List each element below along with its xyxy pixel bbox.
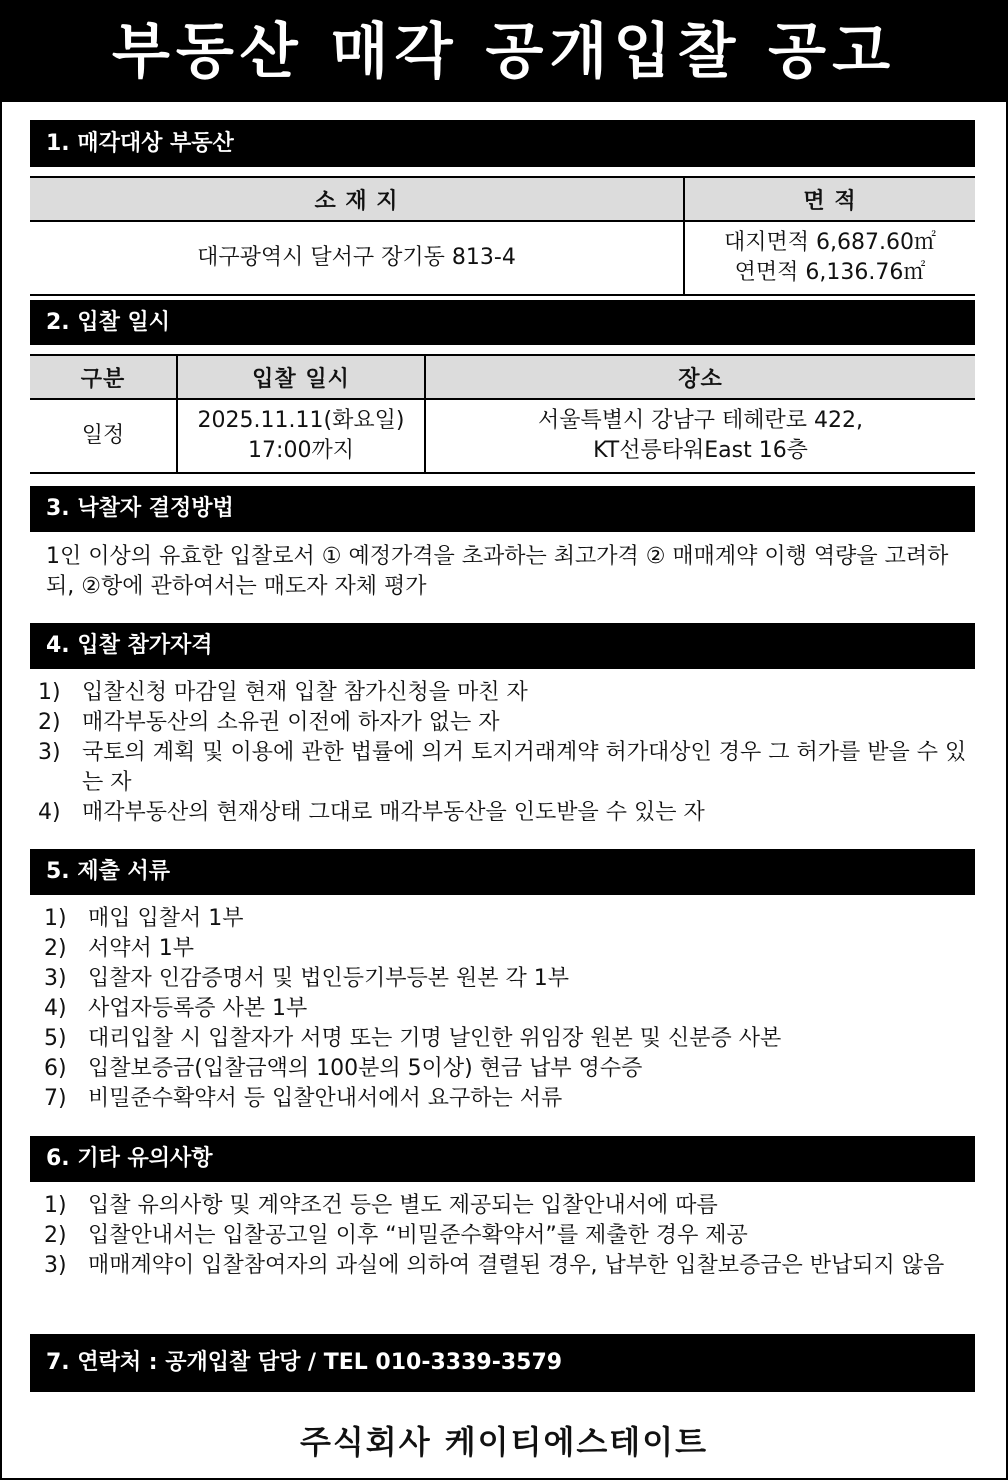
section-5-heading: 5. 제출 서류	[30, 849, 975, 895]
property-area-cell	[684, 221, 975, 295]
list-item: 7) 비밀준수확약서 등 입찰안내서에서 요구하는 서류	[44, 1086, 563, 1111]
list-item: 3) 국토의 계획 및 이용에 관한 법률에 의거 토지거래계약 허가대상인 경우 그 허가를 받을 수 있는 자	[38, 740, 967, 795]
schedule-place-cell	[425, 399, 975, 473]
header-datetime: 입찰 일시	[177, 355, 425, 399]
schedule-type: 일정	[30, 399, 177, 473]
land-area: 대지면적 6,687.60㎡	[724, 230, 936, 255]
company-name: 주식회사 케이티에스테이트	[299, 1423, 709, 1461]
list-item: 3) 매매계약이 입찰참여자의 과실에 의하여 결렬된 경우, 납부한 입찰보증금은 반납되지 않음	[44, 1253, 945, 1278]
list-item: 1) 입찰신청 마감일 현재 입찰 참가신청을 마친 자	[38, 680, 528, 705]
award-method-text: 1인 이상의 유효한 입찰로서 ① 예정가격을 초과하는 최고가격 ② 매매계약 이행 역량을 고려하되, ②항에 관하여서는 매도자 자체 평가	[46, 544, 949, 599]
schedule-date: 2025.11.11(화요일)	[197, 408, 405, 433]
notes-list	[44, 1191, 969, 1281]
page-title: 부동산 매각 공개입찰 공고	[2, 2, 1006, 102]
place-line-2: KT선릉타워East 16층	[593, 438, 808, 463]
header-area: 면 적	[684, 177, 975, 221]
section-6-heading: 6. 기타 유의사항	[30, 1136, 975, 1182]
list-item: 2) 매각부동산의 소유권 이전에 하자가 없는 자	[38, 710, 500, 735]
list-item: 5) 대리입찰 시 입찰자가 서명 또는 기명 날인한 위임장 원본 및 신분증 사본	[44, 1026, 782, 1051]
list-item: 6) 입찰보증금(입찰금액의 100분의 5이상) 현금 납부 영수증	[44, 1056, 643, 1081]
header-type: 구분	[30, 355, 177, 399]
documents-list	[44, 904, 984, 1114]
list-item: 3) 입찰자 인감증명서 및 법인등기부등본 원본 각 1부	[44, 966, 569, 991]
header-place: 장소	[425, 355, 975, 399]
list-item: 4) 매각부동산의 현재상태 그대로 매각부동산을 인도받을 수 있는 자	[38, 800, 705, 825]
section-4-heading: 4. 입찰 참가자격	[30, 623, 975, 669]
property-location: 대구광역시 달서구 장기동 813-4	[30, 221, 684, 295]
schedule-datetime-cell	[177, 399, 425, 473]
list-item: 1) 매입 입찰서 1부	[44, 906, 244, 931]
list-item: 2) 서약서 1부	[44, 936, 194, 961]
schedule-table	[30, 354, 975, 474]
section-3-heading: 3. 낙찰자 결정방법	[30, 486, 975, 532]
section-1-heading: 1. 매각대상 부동산	[30, 120, 975, 167]
list-item: 2) 입찰안내서는 입찰공고일 이후 “비밀준수확약서”를 제출한 경우 제공	[44, 1223, 748, 1248]
floor-area: 연면적 6,136.76㎡	[734, 260, 926, 285]
eligibility-list	[38, 678, 978, 828]
property-table	[30, 176, 975, 296]
place-line-1: 서울특별시 강남구 테헤란로 422,	[538, 408, 863, 433]
section-2-heading: 2. 입찰 일시	[30, 300, 975, 345]
schedule-time: 17:00까지	[248, 438, 354, 463]
contact-heading: 7. 연락처 : 공개입찰 담당 / TEL 010-3339-3579	[30, 1334, 975, 1392]
list-item: 4) 사업자등록증 사본 1부	[44, 996, 308, 1021]
header-location: 소 재 지	[30, 177, 684, 221]
list-item: 1) 입찰 유의사항 및 계약조건 등은 별도 제공되는 입찰안내서에 따름	[44, 1193, 718, 1218]
